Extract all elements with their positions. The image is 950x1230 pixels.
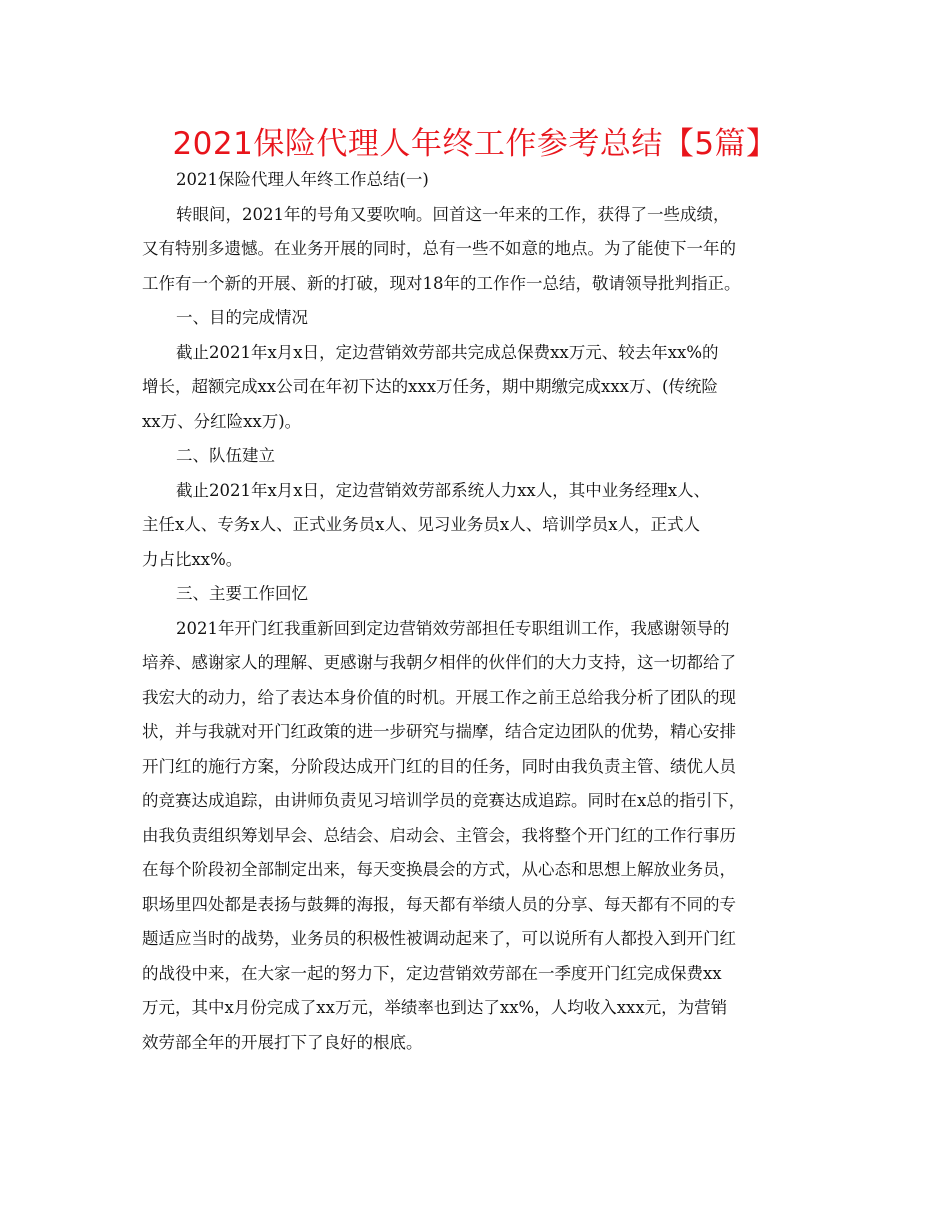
paragraph-line: 由我负责组织筹划早会、总结会、启动会、主管会，我将整个开门红的工作行事历 <box>142 825 736 845</box>
document-body <box>142 163 814 1060</box>
paragraph-line: 状，并与我就对开门红政策的进一步研究与揣摩，结合定边团队的优势，精心安排 <box>142 722 736 741</box>
paragraph-line: 又有特别多遗憾。在业务开展的同时，总有一些不如意的地点。为了能使下一年的 <box>142 239 736 258</box>
paragraph-line: 万元，其中x月份完成了xx万元，举绩率也到达了xx%，人均收入xxx元，为营销 <box>142 998 728 1017</box>
paragraph-line: 题适应当时的战势，业务员的积极性被调动起来了，可以说所有人都投入到开门红 <box>142 929 736 948</box>
paragraph-line: xx万、分红险xx万)。 <box>142 411 302 431</box>
paragraph-line: 转眼间，2021年的号角又要吹响。回首这一年来的工作，获得了一些成绩， <box>176 204 730 224</box>
paragraph-line: 增长，超额完成xx公司在年初下达的xxx万任务，期中期缴完成xxx万、(传统险 <box>142 377 718 396</box>
section-heading: 一、目的完成情况 <box>176 308 308 327</box>
paragraph-line: 力占比xx%。 <box>142 549 243 569</box>
paragraph-line: 工作有一个新的开展、新的打破，现对18年的工作作一总结，敬请领导批判指正。 <box>142 273 741 293</box>
paragraph-line: 在每个阶段初全部制定出来，每天变换晨会的方式，从心态和思想上解放业务员， <box>142 860 736 879</box>
paragraph-line: 的战役中来，在大家一起的努力下，定边营销效劳部在一季度开门红完成保费xx <box>142 963 722 983</box>
section-heading: 三、主要工作回忆 <box>176 584 308 603</box>
paragraph-line: 培养、感谢家人的理解、更感谢与我朝夕相伴的伙伴们的大力支持，这一切都给了 <box>142 653 736 672</box>
paragraph-line: 我宏大的动力，给了表达本身价值的时机。开展工作之前王总给我分析了团队的现 <box>142 687 736 707</box>
paragraph-line: 的竞赛达成追踪，由讲师负责见习培训学员的竞赛达成追踪。同时在x总的指引下， <box>142 791 746 810</box>
section-subtitle: 2021保险代理人年终工作总结(一) <box>176 170 429 189</box>
section-heading: 二、队伍建立 <box>176 446 275 465</box>
paragraph-line: 截止2021年x月x日，定边营销效劳部系统人力xx人，其中业务经理x人、 <box>176 480 711 500</box>
paragraph-line: 效劳部全年的开展打下了良好的根底。 <box>142 1032 423 1052</box>
document-title: 2021保险代理人年终工作参考总结【5篇】 <box>172 126 778 162</box>
paragraph-line: 职场里四处都是表扬与鼓舞的海报，每天都有举绩人员的分享、每天都有不同的专 <box>142 894 736 914</box>
paragraph-line: 主任x人、专务x人、正式业务员x人、见习业务员x人、培训学员x人，正式人 <box>142 515 701 534</box>
paragraph-line: 开门红的施行方案，分阶段达成开门红的目的任务，同时由我负责主管、绩优人员 <box>142 756 736 776</box>
paragraph-line: 2021年开门红我重新回到定边营销效劳部担任专职组训工作，我感谢领导的 <box>176 618 730 638</box>
paragraph-line: 截止2021年x月x日，定边营销效劳部共完成总保费xx万元、较去年xx%的 <box>176 342 719 362</box>
